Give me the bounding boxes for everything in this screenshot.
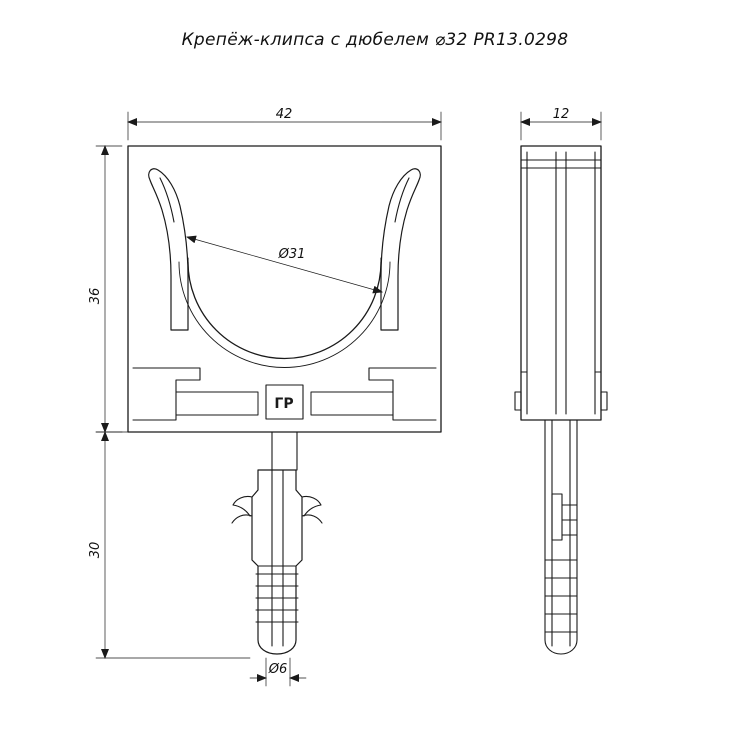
manufacturer-logo: ГР xyxy=(274,396,294,412)
dim-dowel-length: 30 xyxy=(88,541,103,559)
dimension-lines xyxy=(96,112,601,686)
dim-side-width: 12 xyxy=(552,107,570,122)
dim-clip-height: 36 xyxy=(88,287,103,305)
page-title: Крепёж-клипса с дюбелем ⌀32 PR13.0298 xyxy=(181,30,569,50)
dim-front-width: 42 xyxy=(275,107,293,122)
dim-inner-diameter: Ø31 xyxy=(278,247,306,262)
dim-dowel-diameter: Ø6 xyxy=(268,662,288,677)
side-view xyxy=(515,146,607,654)
